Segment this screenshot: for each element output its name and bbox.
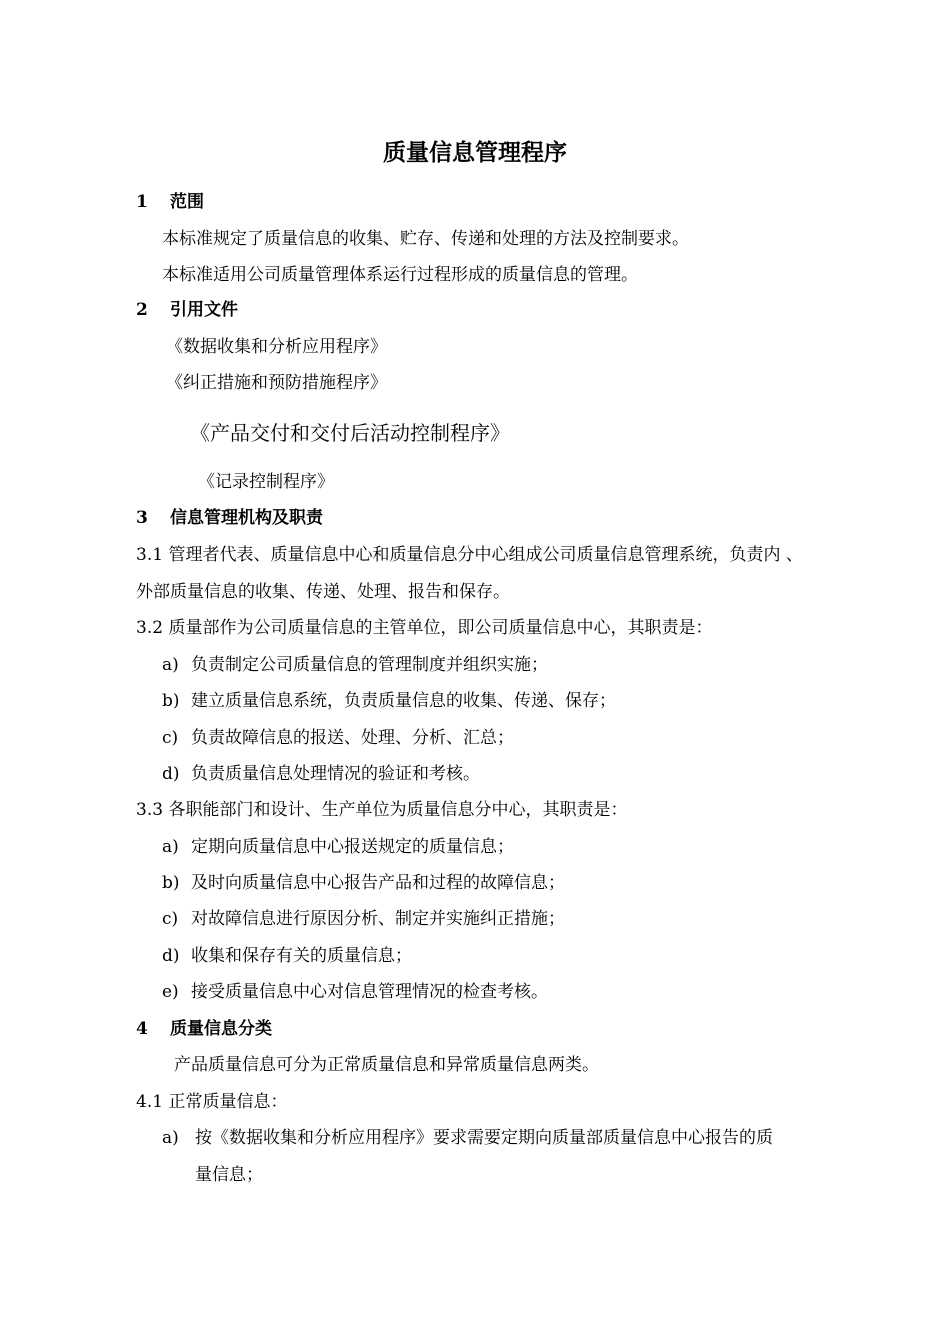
list-text: 负责制定公司质量信息的管理制度并组织实施；	[191, 655, 548, 675]
list-marker: a)	[162, 1128, 179, 1148]
list-text: 接受质量信息中心对信息管理情况的检查考核。	[191, 982, 548, 1002]
paragraph: 4.1 正常质量信息：	[136, 1092, 288, 1112]
list-item	[162, 945, 412, 967]
paragraph: 3.3 各职能部门和设计、生产单位为质量信息分中心，其职责是：	[136, 800, 628, 820]
list-marker: a)	[162, 837, 179, 857]
section-title: 范围	[170, 192, 204, 212]
list-item	[162, 763, 480, 785]
list-text: 及时向质量信息中心报告产品和过程的故障信息；	[191, 873, 565, 893]
document-title: 质量信息管理程序	[383, 140, 567, 166]
list-marker: b)	[162, 873, 180, 893]
list-text: 按《数据收集和分析应用程序》要求需要定期向质量部质量信息中心报告的质	[195, 1128, 773, 1148]
section-title: 信息管理机构及职责	[170, 508, 323, 528]
reference-item: 《数据收集和分析应用程序》	[166, 337, 387, 357]
section-number: 3	[136, 508, 148, 528]
list-text: 建立质量信息系统，负责质量信息的收集、传递、保存；	[191, 691, 616, 711]
list-item	[162, 690, 616, 712]
reference-item: 《产品交付和交付后活动控制程序》	[190, 421, 510, 445]
paragraph: 3.2 质量部作为公司质量信息的主管单位，即公司质量信息中心，其职责是：	[136, 618, 713, 638]
paragraph: 本标准规定了质量信息的收集、贮存、传递和处理的方法及控制要求。	[162, 229, 689, 249]
list-marker: c)	[162, 728, 179, 748]
list-item	[162, 727, 514, 749]
list-item	[162, 1127, 773, 1149]
list-marker: a)	[162, 655, 179, 675]
section-2-heading	[136, 299, 238, 321]
section-1-heading	[136, 191, 204, 213]
section-3-heading	[136, 507, 323, 529]
list-marker: b)	[162, 691, 180, 711]
list-item	[162, 981, 548, 1003]
list-text-continuation: 量信息；	[195, 1165, 263, 1185]
reference-item: 《纠正措施和预防措施程序》	[166, 373, 387, 393]
section-title: 质量信息分类	[170, 1019, 272, 1039]
list-item	[162, 654, 548, 676]
paragraph: 外部质量信息的收集、传递、处理、报告和保存。	[136, 582, 510, 602]
list-marker: d)	[162, 764, 180, 784]
list-text: 收集和保存有关的质量信息；	[191, 946, 412, 966]
paragraph: 本标准适用公司质量管理体系运行过程形成的质量信息的管理。	[162, 265, 638, 285]
list-text: 负责质量信息处理情况的验证和考核。	[191, 764, 480, 784]
section-4-heading	[136, 1018, 272, 1040]
list-item	[162, 908, 565, 930]
paragraph: 产品质量信息可分为正常质量信息和异常质量信息两类。	[174, 1055, 599, 1075]
list-marker: c)	[162, 909, 179, 929]
list-item	[162, 836, 514, 858]
list-item	[162, 872, 565, 894]
list-text: 对故障信息进行原因分析、制定并实施纠正措施；	[191, 909, 565, 929]
reference-item: 《记录控制程序》	[198, 472, 334, 492]
section-title: 引用文件	[170, 300, 238, 320]
list-marker: d)	[162, 946, 180, 966]
section-number: 1	[136, 192, 148, 212]
section-number: 4	[136, 1019, 148, 1039]
list-text: 负责故障信息的报送、处理、分析、汇总；	[191, 728, 514, 748]
list-text: 定期向质量信息中心报送规定的质量信息；	[191, 837, 514, 857]
paragraph: 3.1 管理者代表、质量信息中心和质量信息分中心组成公司质量信息管理系统，负责内 、	[136, 545, 803, 565]
section-number: 2	[136, 300, 148, 320]
list-marker: e)	[162, 982, 179, 1002]
